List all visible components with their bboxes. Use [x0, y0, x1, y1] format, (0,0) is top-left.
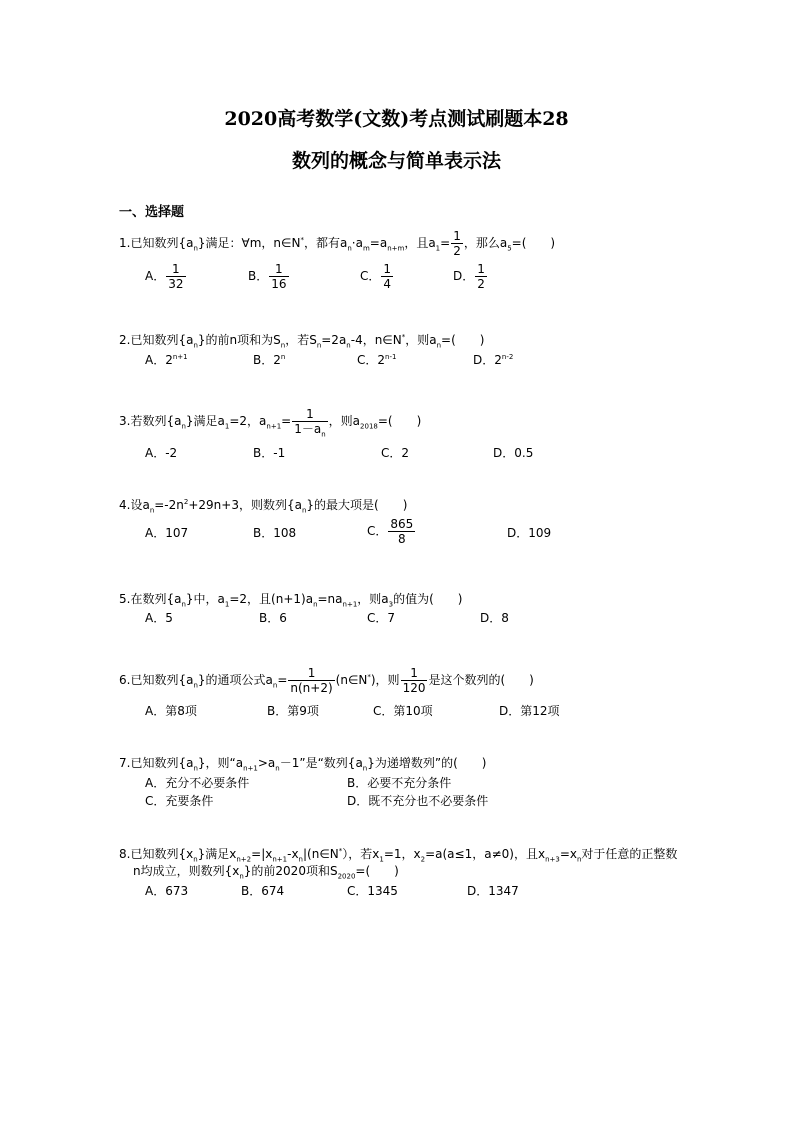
option-c: C． $\frac{865}{8}$: [367, 517, 414, 546]
document-subtitle: 数列的概念与简单表示法: [291, 150, 501, 172]
option-c: C．2: [381, 446, 410, 460]
question-4: 4.设$a_n=-2n^2+29n+3$，则数列$\{a_n\}$的最大项是( ): [119, 498, 408, 515]
option-c: C．7: [367, 611, 396, 625]
option-d: D．1347: [467, 884, 519, 898]
option-c: C． $\frac{1}{4}$: [360, 262, 392, 291]
option-d: D． $\frac{1}{2}$: [453, 262, 485, 291]
option-b: B．108: [253, 526, 297, 540]
option-d: D．2$^{n-2}$: [473, 353, 514, 367]
option-a: A．673: [145, 884, 189, 898]
fraction: $\frac{1}{120}$: [402, 666, 426, 695]
option-a: A．第8项: [145, 704, 197, 718]
fraction: $\frac{1}{1-a_n}$: [294, 407, 326, 439]
option-b: B．-1: [253, 446, 286, 460]
option-a: A．107: [145, 526, 189, 540]
option-b: B．674: [241, 884, 285, 898]
fraction: $\frac{1}{2}$: [453, 229, 461, 258]
question-1: 1.已知数列$\{a_n\}$满足：∀m，n∈N*，都有$a_n\cdot a_m=a_{n+m}$，且$a_1=$ $\frac{1}{2}$ ，那么$a_5=$( ): [119, 229, 556, 258]
option-d: D．8: [480, 611, 509, 625]
option-a: A．充分不必要条件: [145, 776, 250, 790]
question-8: 8.已知数列$\{x_n\}$满足$x_{n+2}=|x_{n+1}-x_n|(n\in N^*)$，若$x_1=1$，$x_2=a(a\le 1$，a≠0)，且$x_{n+3}=x_n$对于任意的正整数: [119, 847, 678, 864]
option-c: C．充要条件: [145, 794, 214, 808]
question-6: 6.已知数列$\{a_n\}$的通项公式$a_n=$ $\frac{1}{n(n+2)}$ (n∈N*)，则 $\frac{1}{120}$ 是这个数列的( ): [119, 666, 534, 695]
option-b: B． $\frac{1}{16}$: [248, 262, 287, 291]
option-c: C．2$^{n-1}$: [357, 353, 397, 367]
option-b: B．第9项: [267, 704, 319, 718]
question-2: 2.已知数列$\{a_n\}$的前n项和为$S_n$，若$S_n=2a_n-4$，n∈N*，则$a_n=$( ): [119, 333, 485, 350]
option-a: A．5: [145, 611, 173, 625]
option-a: A． $\frac{1}{32}$: [145, 262, 184, 291]
question-7: 7.已知数列$\{a_n\}$，则“$a_{n+1}>a_n-1$”是“数列$\{a_n\}$为递增数列”的( ): [119, 756, 487, 773]
option-d: D．第12项: [499, 704, 560, 718]
fraction: $\frac{1}{n(n+2)}$: [290, 666, 333, 695]
question-8-continued: n均成立，则数列$\{x_n\}$的前2020项和$S_{2020}=$( ): [133, 864, 399, 881]
option-c: C．第10项: [373, 704, 433, 718]
document-title: 2020高考数学(文数)考点测试刷题本28: [224, 108, 569, 130]
question-3: 3.若数列$\{a_n\}$满足$a_1=2$，$a_{n+1}=$ $\frac{1}{1-a_n}$ ，则$a_{2018}=$( ): [119, 407, 422, 439]
option-a: A．-2: [145, 446, 178, 460]
option-d: D．0.5: [493, 446, 534, 460]
question-5: 5.在数列$\{a_n\}$中，$a_1=2$，且$(n+1)a_n=na_{n+1}$，则$a_3$的值为( ): [119, 592, 463, 609]
option-b: B．必要不充分条件: [347, 776, 452, 790]
option-b: B．6: [259, 611, 287, 625]
section-heading: 一、选择题: [119, 205, 185, 220]
option-d: D．既不充分也不必要条件: [347, 794, 489, 808]
option-b: B．2$^n$: [253, 353, 286, 367]
option-c: C．1345: [347, 884, 398, 898]
option-d: D．109: [507, 526, 552, 540]
option-a: A．$2^{n+1}$: [145, 353, 188, 367]
